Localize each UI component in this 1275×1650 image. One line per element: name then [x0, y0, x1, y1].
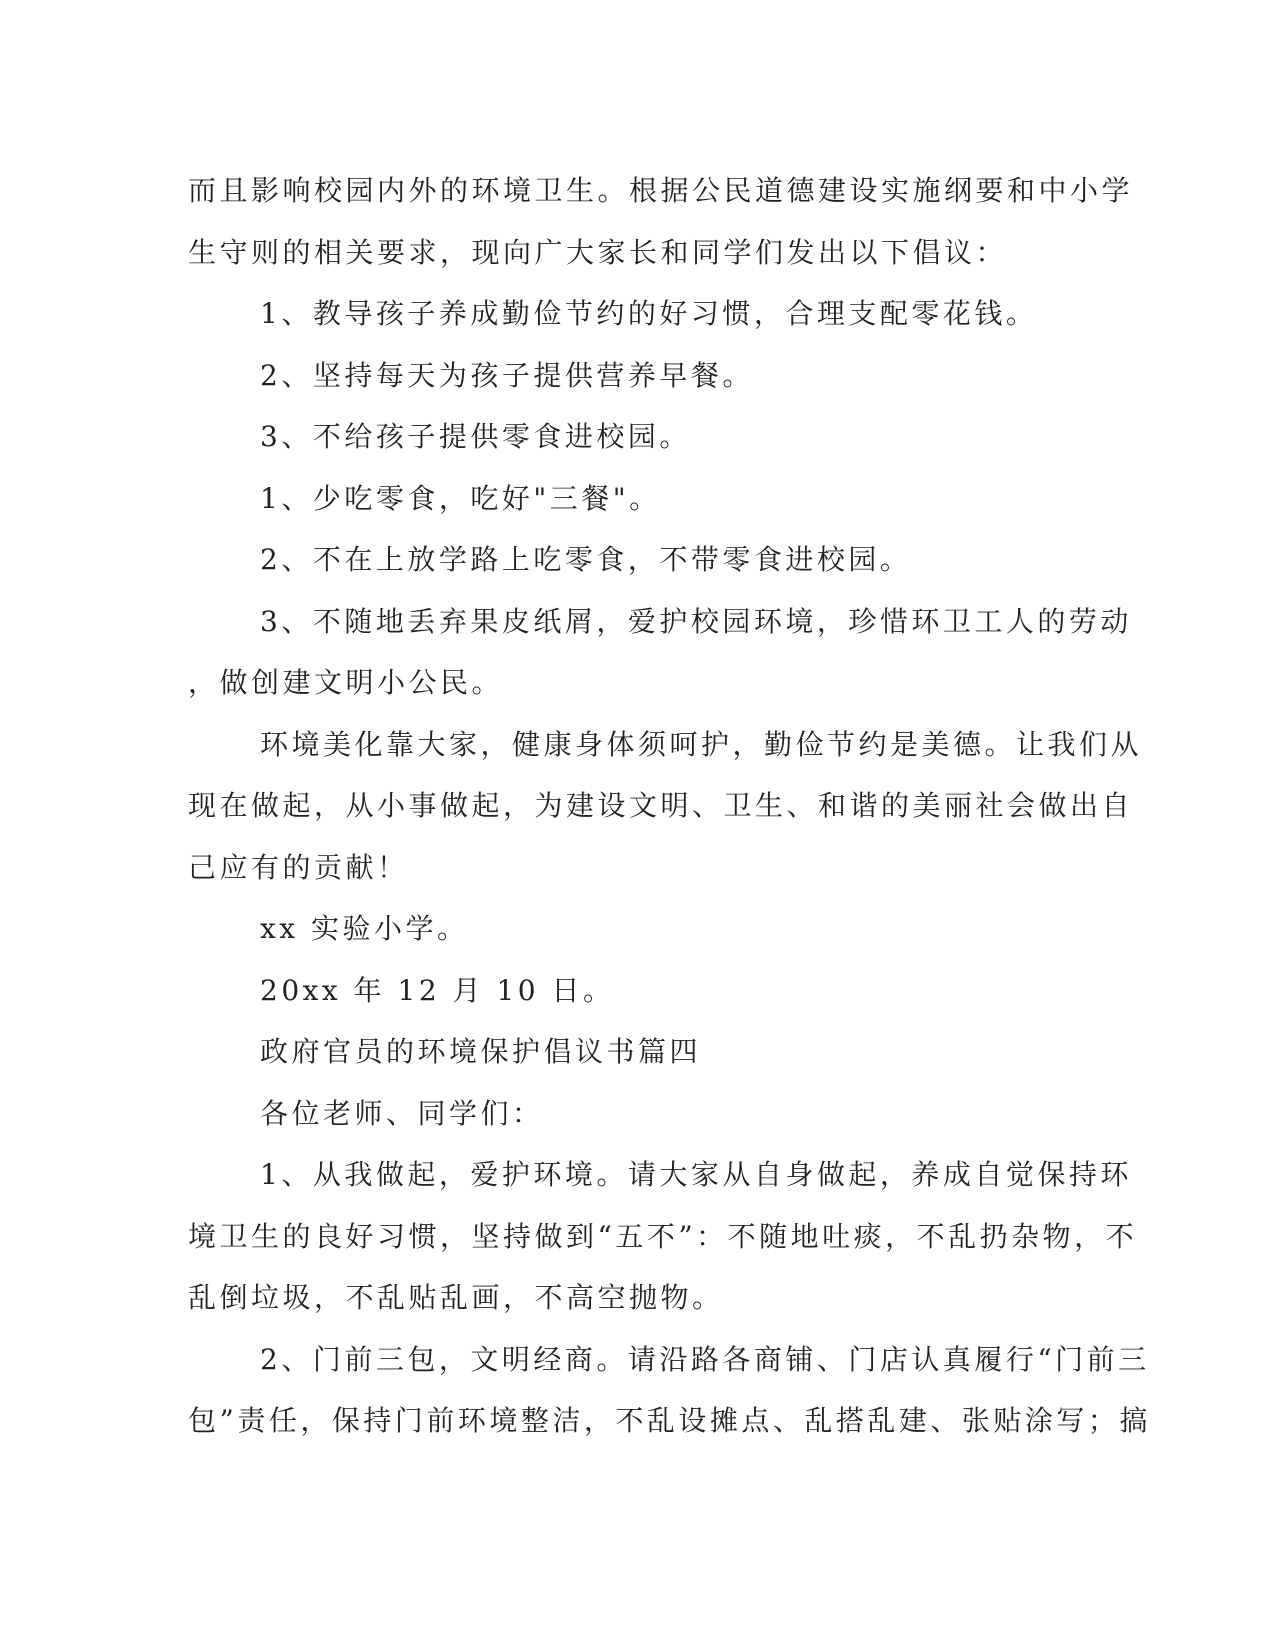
text-line: 乱倒垃圾，不乱贴乱画，不高空抛物。	[188, 1281, 724, 1314]
salutation: 各位老师、同学们：	[260, 1096, 544, 1130]
text-line: 而且影响校园内外的环境卫生。根据公民道德建设实施纲要和中小学	[188, 174, 1134, 207]
signature-school: xx 实验小学。	[260, 912, 469, 945]
text-line: 包”责任，保持门前环境整洁，不乱设摊点、乱搭乱建、张贴涂写；搞	[188, 1404, 1151, 1437]
list-item: 2、坚持每天为孩子提供营养早餐。	[260, 358, 754, 392]
text-line: 境卫生的良好习惯，坚持做到“五不”：不随地吐痰，不乱扔杂物，不	[188, 1219, 1138, 1253]
list-item: 3、不随地丢弃果皮纸屑，爱护校园环境，珍惜环卫工人的劳动	[260, 604, 1132, 638]
text-line: 生守则的相关要求，现向广大家长和同学们发出以下倡议：	[188, 235, 1008, 269]
paragraph-line: 环境美化靠大家，健康身体须呵护，勤俭节约是美德。让我们从	[260, 727, 1143, 761]
list-item: 2、不在上放学路上吃零食，不带零食进校园。	[260, 543, 912, 576]
document-body	[188, 160, 1151, 1452]
text-line: 现在做起，从小事做起，为建设文明、卫生、和谐的美丽社会做出自	[188, 789, 1134, 822]
list-item: 2、门前三包，文明经商。请沿路各商铺、门店认真履行“门前三	[260, 1342, 1150, 1376]
text-line: ，做创建文明小公民。	[188, 666, 504, 699]
text-line: 己应有的贡献！	[188, 850, 409, 884]
list-item: 1、教导孩子养成勤俭节约的好习惯，合理支配零花钱。	[260, 297, 1038, 330]
list-item: 1、少吃零食，吃好"三餐"。	[260, 481, 661, 515]
section-heading: 政府官员的环境保护倡议书篇四	[260, 1035, 702, 1068]
signature-date: 20xx 年 12 月 10 日。	[260, 973, 615, 1007]
list-item: 1、从我做起，爱护环境。请大家从自身做起，养成自觉保持环	[260, 1158, 1132, 1191]
list-item: 3、不给孩子提供零食进校园。	[260, 420, 691, 453]
